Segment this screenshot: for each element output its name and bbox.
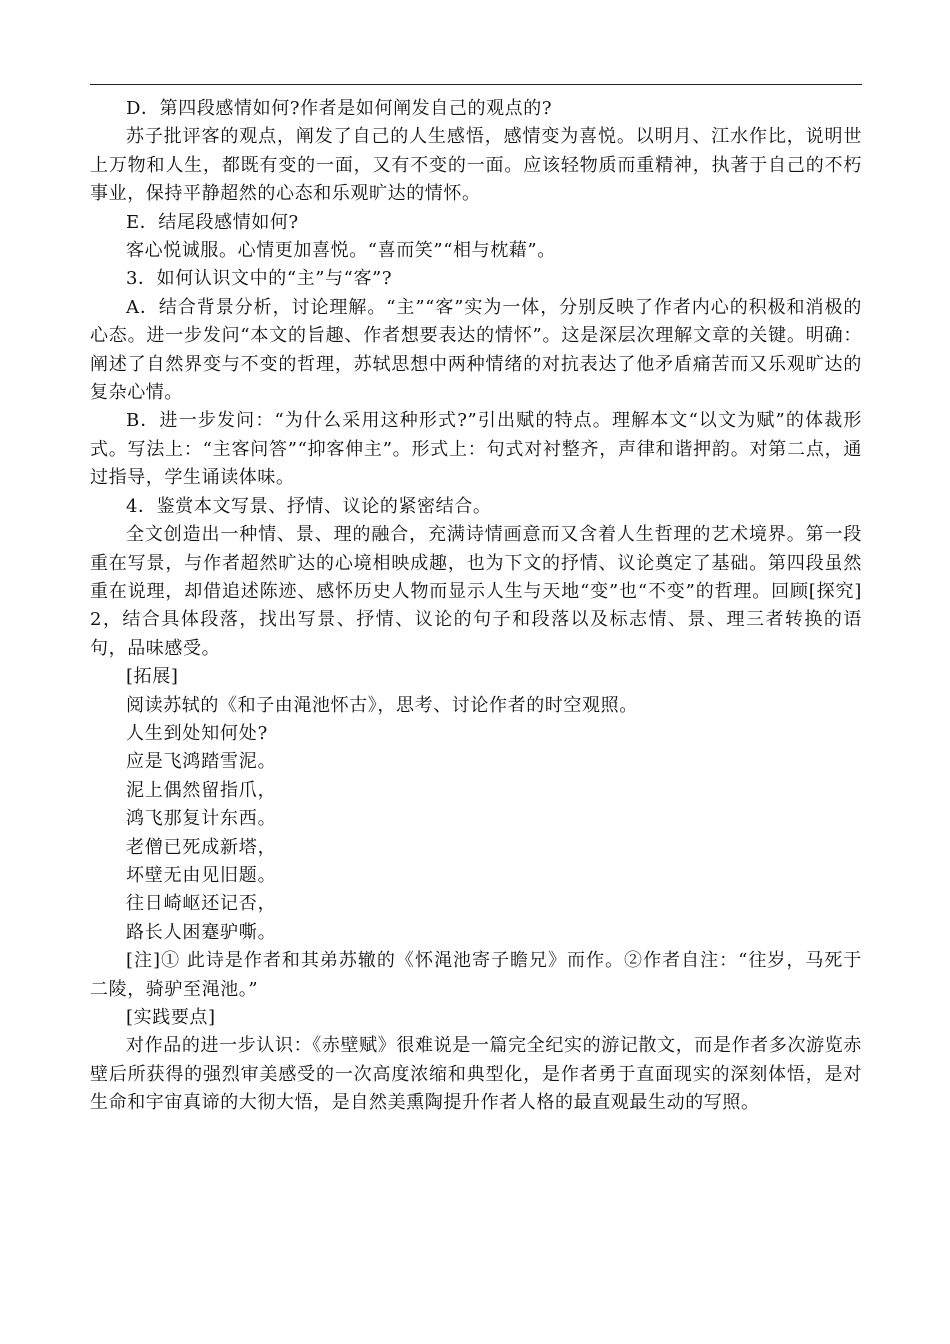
paragraph: 对作品的进一步认识：《赤壁赋》很难说是一篇完全纪实的游记散文，而是作者多次游览赤壁后所获得的强烈审美感受的一次高度浓缩和典型化，是作者勇于直面现实的深刻体悟，是对生命和宇宙真谛的大彻大悟，是自然美熏陶提升作者人格的最直观最生动的写照。 [90,1035,862,1114]
paragraph: 4．鉴赏本文写景、抒情、议论的紧密结合。 [126,495,492,517]
paragraph: 阅读苏轼的《和子由渑池怀古》，思考、讨论作者的时空观照。 [126,694,638,716]
paragraph: 苏子批评客的观点，阐发了自己的人生感悟，感情变为喜悦。以明月、江水作比，说明世上万物和人生，都既有变的一面，又有不变的一面。应该轻物质而重精神，执著于自己的不朽事业，保持平静超然的心态和乐观旷达的情怀。 [90,126,862,205]
paragraph: D．第四段感情如何?作者是如何阐发自己的观点的? [126,98,553,119]
document-body [90,95,862,1118]
poem-line: 泥上偶然留指爪， [126,779,277,801]
note-paragraph: [注]① 此诗是作者和其弟苏辙的《怀渑池寄子瞻兄》而作。②作者自注：“往岁，马死于二陵，骑驴至渑池。” [90,950,862,1000]
paragraph: 客心悦诚服。心情更加喜悦。“喜而笑”“相与枕藉”。 [126,240,556,262]
paragraph: B．进一步发问：“为什么采用这种形式?”引出赋的特点。理解本文“以文为赋”的体裁形式。写法上：“主客问答”“抑客伸主”。形式上：句式对衬整齐，声律和谐押韵。对第二点，通过指导，学生诵读体味。 [90,410,862,489]
header-rule [90,84,862,85]
poem-line: 鸿飞那复计东西。 [126,808,277,830]
poem-line: 人生到处知何处? [126,722,269,744]
poem-line: 路长人困蹇驴嘶。 [126,921,277,943]
section-label: [实践要点] [126,1007,216,1028]
poem-line: 老僧已死成新塔， [126,836,277,858]
paragraph: 全文创造出一种情、景、理的融合，充满诗情画意而又含着人生哲理的艺术境界。第一段重在写景，与作者超然旷达的心境相映成趣，也为下文的抒情、议论奠定了基础。第四段虽然重在说理，却借追述陈迹、感怀历史人物而显示人生与天地“变”也“不变”的哲理。回顾[探究]2，结合具体段落，找出写景、抒情、议论的句子和段落以及标志情、景、理三者转换的语句，品味感受。 [90,524,862,659]
paragraph: 3．如何认识文中的“主”与“客”? [126,268,393,290]
poem-line: 应是飞鸿踏雪泥。 [126,751,277,773]
paragraph: A．结合背景分析，讨论理解。“主”“客”实为一体，分别反映了作者内心的积极和消极的心态。进一步发问“本文的旨趣、作者想要表达的情怀”。这是深层次理解文章的关键。明确：阐述了自然界变与不变的哲理，苏轼思想中两种情绪的对抗表达了他矛盾痛苦而又乐观旷达的复杂心情。 [90,296,862,404]
paragraph: E．结尾段感情如何? [126,211,299,233]
poem-line: 往日崎岖还记否， [126,893,277,915]
section-label: [拓展] [126,666,179,688]
poem-line: 坏壁无由见旧题。 [126,864,277,886]
